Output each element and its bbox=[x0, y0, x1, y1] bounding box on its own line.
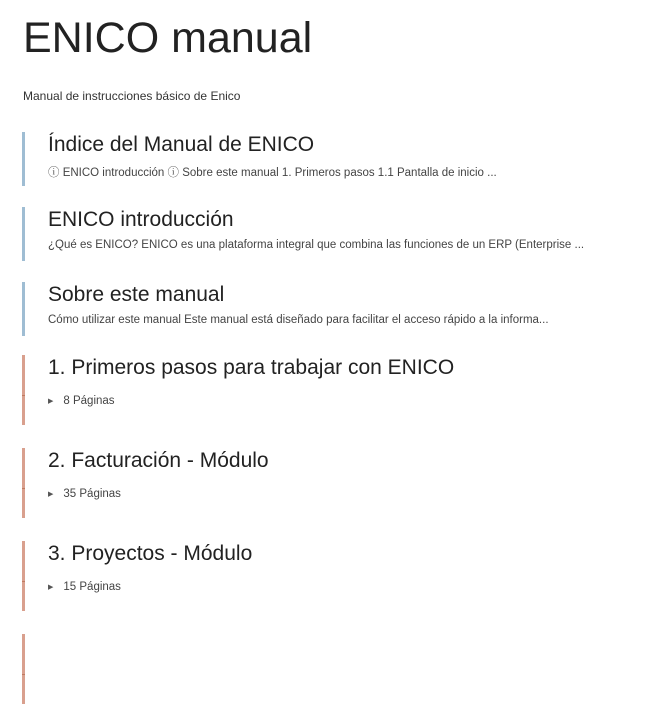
chapter-title[interactable]: 2. Facturación - Módulo bbox=[48, 449, 269, 472]
page-title[interactable]: ENICO introducción bbox=[48, 208, 234, 231]
page-item[interactable] bbox=[22, 207, 622, 261]
book-title: ENICO manual bbox=[23, 14, 313, 62]
chapter-item-partial[interactable] bbox=[22, 634, 622, 704]
caret-right-icon: ▶ bbox=[48, 491, 54, 498]
page-excerpt: ¿Qué es ENICO? ENICO es una plataforma integral que combina las funciones de un ERP (Enterprise ... bbox=[48, 239, 585, 251]
chapter-item[interactable] bbox=[22, 448, 622, 518]
book-description: Manual de instrucciones básico de Enico bbox=[23, 89, 241, 103]
caret-right-icon: ▶ bbox=[48, 584, 54, 591]
chapter-item[interactable] bbox=[22, 355, 622, 425]
page-excerpt: Cómo utilizar este manual Este manual está diseñado para facilitar el acceso rápido a la informa... bbox=[48, 314, 549, 326]
chapter-pages-toggle[interactable] bbox=[48, 581, 622, 593]
page-count: 8 Páginas bbox=[63, 395, 115, 407]
page-title[interactable]: Sobre este manual bbox=[48, 283, 225, 306]
page-title[interactable]: Índice del Manual de ENICO bbox=[48, 133, 315, 156]
chapter-title[interactable]: 1. Primeros pasos para trabajar con ENICO bbox=[48, 356, 455, 379]
chapter-title[interactable]: 3. Proyectos - Módulo bbox=[48, 542, 253, 565]
page-item[interactable] bbox=[22, 132, 622, 186]
page-count: 15 Páginas bbox=[63, 581, 121, 593]
chapter-pages-toggle[interactable] bbox=[48, 488, 622, 500]
chapter-item[interactable] bbox=[22, 541, 622, 611]
page-excerpt: ⓘ ENICO introducción ⓘ Sobre este manual 1. Primeros pasos 1.1 Pantalla de inicio ... bbox=[48, 167, 497, 179]
page-count: 35 Páginas bbox=[63, 488, 121, 500]
page-item[interactable] bbox=[22, 282, 622, 336]
caret-right-icon: ▶ bbox=[48, 398, 54, 405]
chapter-pages-toggle[interactable] bbox=[48, 395, 622, 407]
